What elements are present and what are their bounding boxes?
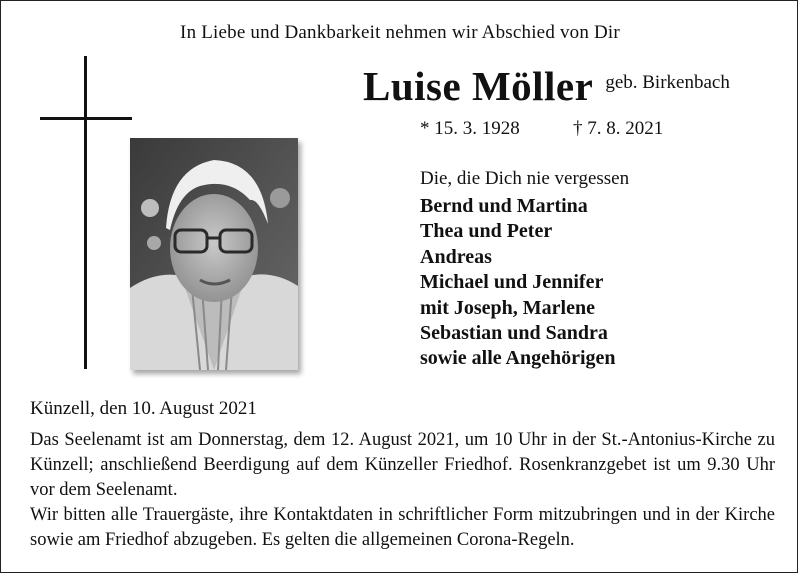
cross-icon — [84, 56, 87, 369]
mourner-line: Michael und Jennifer — [420, 271, 604, 294]
mourners-list — [420, 194, 616, 372]
deceased-name: Luise Möller — [363, 63, 594, 109]
portrait-photo-image — [130, 138, 298, 370]
death-date: † 7. 8. 2021 — [573, 118, 664, 139]
place-date: Künzell, den 10. August 2021 — [30, 398, 257, 419]
corona-info-paragraph: Wir bitten alle Trauergäste, ihre Kontaktdaten in schriftlicher Form mitzubringen und in der Kirche sowie am Friedhof abzugeben. Es gelten die allgemeinen Corona-Regeln. — [30, 505, 775, 550]
mourner-line: sowie alle Angehörigen — [420, 347, 616, 370]
mourner-line: mit Joseph, Marlene — [420, 296, 595, 319]
mourners-intro: Die, die Dich nie vergessen — [420, 168, 630, 189]
life-dates — [420, 118, 664, 140]
service-info-paragraph: Das Seelenamt ist am Donnerstag, dem 12. August 2021, um 10 Uhr in der St.-Antonius-Kirche zu Künzell; anschließend Beerdigung auf dem Künzeller Friedhof. Rosenkranzgebet ist um 9.30 Uhr vor dem Seelenamt. — [30, 430, 775, 500]
birth-date: * 15. 3. 1928 — [420, 118, 520, 139]
mourner-line: Andreas — [420, 245, 492, 268]
mourner-line: Thea und Peter — [420, 220, 553, 243]
birth-name: geb. Birkenbach — [605, 72, 730, 93]
portrait-photo — [130, 138, 298, 370]
cross-icon-bar — [40, 117, 132, 120]
headline: In Liebe und Dankbarkeit nehmen wir Abschied von Dir — [180, 22, 620, 43]
mourner-line: Sebastian und Sandra — [420, 322, 608, 345]
mourner-line: Bernd und Martina — [420, 195, 588, 217]
deceased-name-line — [363, 62, 730, 110]
